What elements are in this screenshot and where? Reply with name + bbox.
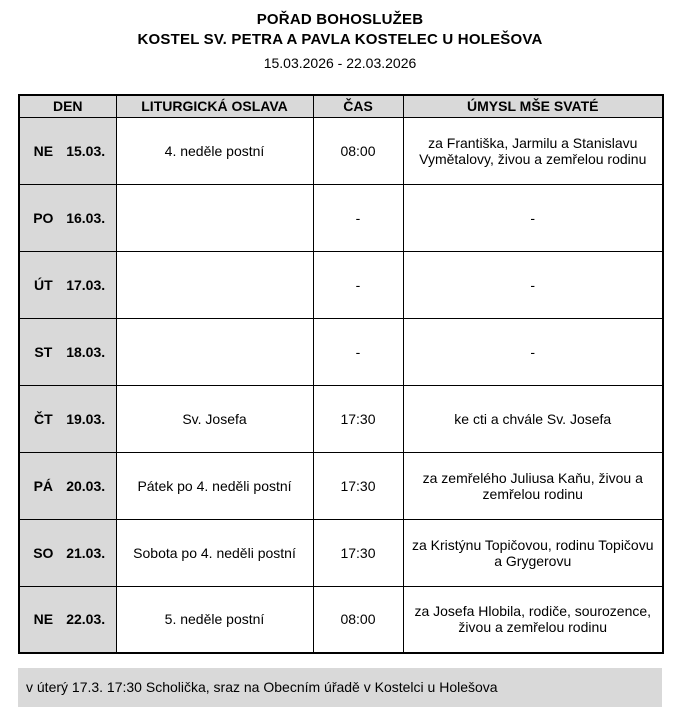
day-cell — [19, 385, 116, 452]
celebration-cell — [116, 184, 313, 251]
intention-cell: za Josefa Hlobila, rodiče, sourozence, živou a zemřelou rodinu — [403, 586, 663, 653]
date-range: 15.03.2026 - 22.03.2026 — [263, 55, 417, 71]
celebration-cell: Sobota po 4. neděli postní — [116, 519, 313, 586]
intention-cell: - — [403, 251, 663, 318]
table-row-ne-15 — [19, 117, 663, 184]
day-abbr: ST — [34, 343, 53, 360]
day-cell — [19, 117, 116, 184]
day-abbr: PO — [33, 209, 54, 226]
day-date: 22.03. — [66, 611, 106, 628]
day-cell — [19, 519, 116, 586]
time-cell: - — [313, 251, 403, 318]
table-row-so-21 — [19, 519, 663, 586]
table-row-ct-19 — [19, 385, 663, 452]
time-cell: 08:00 — [313, 117, 403, 184]
time-cell: - — [313, 184, 403, 251]
day-cell — [19, 184, 116, 251]
day-abbr: SO — [33, 544, 54, 561]
intention-cell: za Kristýnu Topičovou, rodinu Topičovu a Grygerovu — [403, 519, 663, 586]
intention-cell: za Františka, Jarmilu a Stanislavu Vymětalovy, živou a zemřelou rodinu — [403, 117, 663, 184]
table-row-ne-22 — [19, 586, 663, 653]
table-row-st-18 — [19, 318, 663, 385]
time-cell: 17:30 — [313, 452, 403, 519]
day-cell — [19, 452, 116, 519]
column-header-liturgicka-oslava: LITURGICKÁ OSLAVA — [116, 95, 313, 117]
day-date: 16.03. — [66, 209, 106, 226]
celebration-cell — [116, 318, 313, 385]
day-abbr: ÚT — [33, 276, 53, 293]
intention-cell: ke cti a chvále Sv. Josefa — [403, 385, 663, 452]
day-date: 20.03. — [66, 477, 106, 494]
day-cell — [19, 251, 116, 318]
church-name: KOSTEL SV. PETRA A PAVLA KOSTELEC U HOLEŠOVA — [137, 31, 543, 48]
time-cell: - — [313, 318, 403, 385]
celebration-cell: Sv. Josefa — [116, 385, 313, 452]
document-title: POŘAD BOHOSLUŽEB — [256, 11, 424, 28]
day-date: 18.03. — [66, 343, 106, 360]
day-abbr: NE — [33, 611, 54, 628]
document-header — [18, 11, 662, 71]
celebration-cell: Pátek po 4. neděli postní — [116, 452, 313, 519]
schedule-table — [18, 94, 664, 654]
day-date: 15.03. — [66, 142, 106, 159]
day-date: 17.03. — [66, 276, 106, 293]
intention-cell: - — [403, 318, 663, 385]
column-header-den: DEN — [19, 95, 116, 117]
time-cell: 17:30 — [313, 519, 403, 586]
day-cell — [19, 318, 116, 385]
day-cell — [19, 586, 116, 653]
time-cell: 17:30 — [313, 385, 403, 452]
column-header-cas: ČAS — [313, 95, 403, 117]
day-abbr: NE — [33, 142, 54, 159]
intention-cell: - — [403, 184, 663, 251]
day-date: 19.03. — [66, 410, 106, 427]
day-abbr: PÁ — [33, 477, 54, 494]
intention-cell: za zemřelého Juliusa Kaňu, živou a zemřelou rodinu — [403, 452, 663, 519]
celebration-cell: 4. neděle postní — [116, 117, 313, 184]
day-abbr: ČT — [33, 410, 53, 427]
celebration-cell — [116, 251, 313, 318]
footer-note: v úterý 17.3. 17:30 Scholička, sraz na Obecním úřadě v Kostelci u Holešova — [18, 668, 662, 707]
time-cell: 08:00 — [313, 586, 403, 653]
table-row-ut-17 — [19, 251, 663, 318]
table-row-pa-20 — [19, 452, 663, 519]
day-date: 21.03. — [66, 544, 106, 561]
table-header-row — [19, 95, 663, 117]
column-header-umysl: ÚMYSL MŠE SVATÉ — [403, 95, 663, 117]
celebration-cell: 5. neděle postní — [116, 586, 313, 653]
table-row-po-16 — [19, 184, 663, 251]
